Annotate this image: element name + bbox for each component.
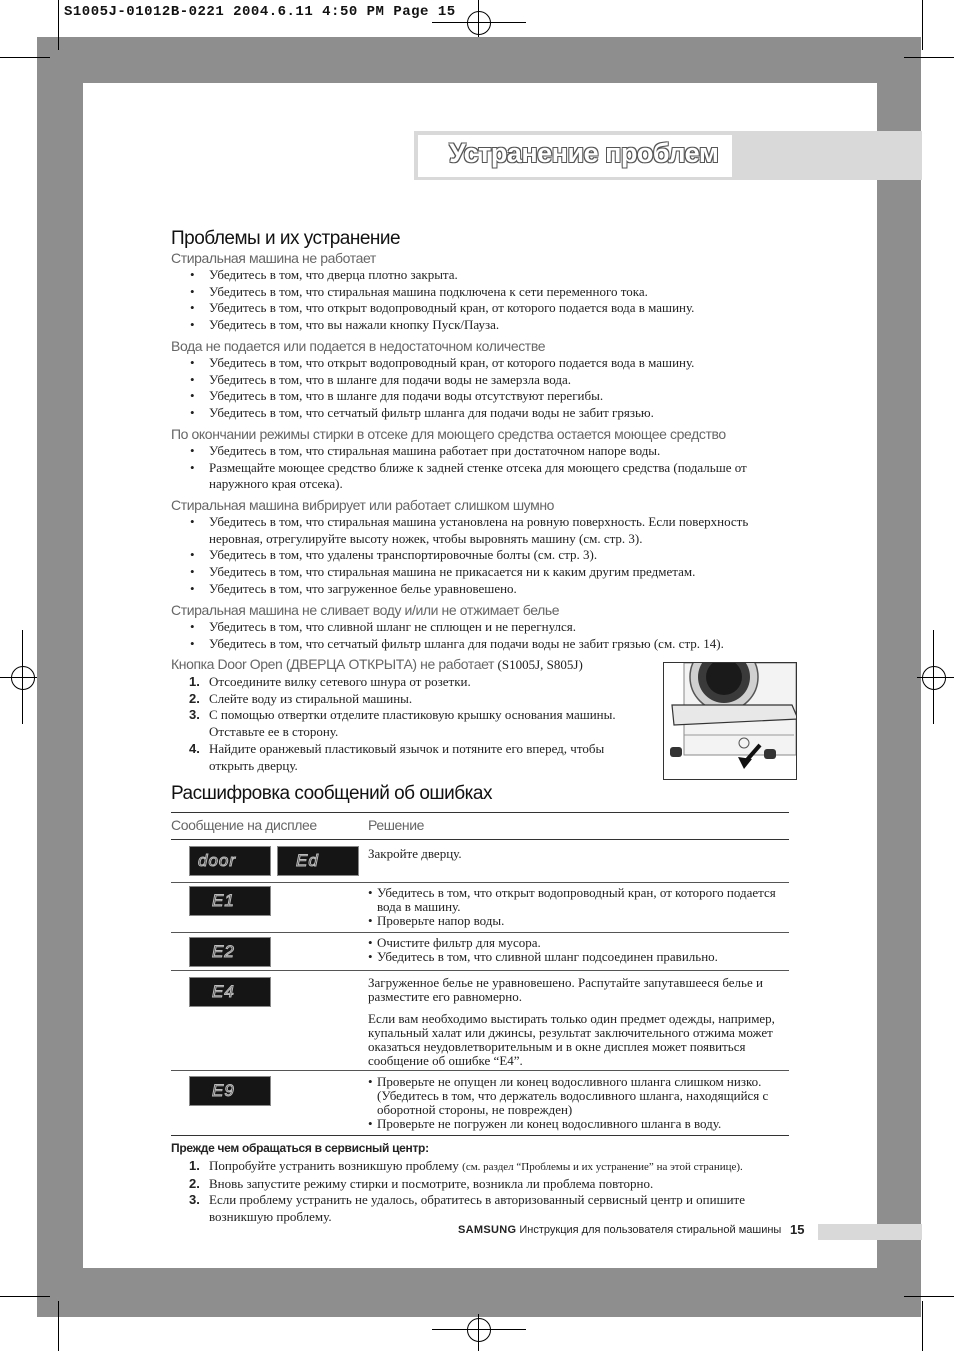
service-heading: Прежде чем обращаться в сервисный центр: xyxy=(171,1141,429,1155)
error-display-door xyxy=(189,846,271,876)
step-text: Вновь запустите режиму стирки и посмотрите, возникла ли проблема повторно. xyxy=(209,1175,654,1191)
crop-mark xyxy=(0,1296,50,1297)
problem-heading-door-button xyxy=(171,656,583,673)
problem-list xyxy=(171,619,791,652)
step-note: (см. раздел “Проблемы и их устранение” на этой странице). xyxy=(462,1161,743,1173)
list-item xyxy=(171,1192,781,1225)
brand-logo: SAMSUNG xyxy=(458,1224,517,1236)
error-code: Ed xyxy=(296,851,319,870)
page-title: Устранение проблем xyxy=(449,138,719,168)
list-item: • Убедитесь в том, что дверца плотно закрыта. xyxy=(171,267,791,284)
print-slug: S1005J-01012B-0221 2004.6.11 4:50 PM Page 15 xyxy=(64,4,456,20)
door-button-heading: Кнопка Door Open (ДВЕРЦА ОТКРЫТА) не работает xyxy=(171,656,495,672)
crop-mark xyxy=(58,1301,59,1351)
list-item: • Убедитесь в том, что стиральная машина работает при достаточном напоре воды. xyxy=(171,443,791,460)
list-item: • Убедитесь в том, что загруженное белье уравновешено. xyxy=(171,581,791,598)
error-solution xyxy=(368,1075,792,1131)
list-item: • Убедитесь в том, что стиральная машина не прикасается ни к каким другим предметам. xyxy=(171,564,791,581)
registration-mark xyxy=(467,11,491,35)
door-steps-list xyxy=(171,674,647,774)
machine-base-illustration xyxy=(663,662,797,780)
list-item xyxy=(171,741,647,774)
table-top-rule xyxy=(171,812,789,813)
step-text: Если проблему устранить не удалось, обратитесь в авторизованный сервисный центр и опишите возникшую проблему. xyxy=(209,1192,745,1225)
error-code: E1 xyxy=(212,891,235,910)
registration-mark xyxy=(922,666,946,690)
error-solution-paragraph: Загруженное белье не уравновешено. Распутайте запутавшееся белье и разместите его равномерно. xyxy=(368,975,763,1004)
list-item: • Убедитесь в том, что стиральная машина установлена на ровную поверхность. Если поверхность неровная, отрегулируйте высоту ножек, чтобы выровнять машину (см. стр. 3). xyxy=(171,514,791,547)
list-item xyxy=(171,691,647,708)
list-item: • Убедитесь в том, что в шланге для подачи воды отсутствуют перегибы. xyxy=(171,388,791,405)
door-button-models: (S1005J, S805J) xyxy=(497,657,583,672)
table-row-rule xyxy=(171,932,789,933)
list-item xyxy=(171,707,647,740)
list-item: • Убедитесь в том, что в шланге для подачи воды не замерзла вода. xyxy=(171,372,791,389)
step-number: 3. xyxy=(189,1192,200,1208)
list-item: • Убедитесь в том, что вы нажали кнопку Пуск/Пауза. xyxy=(171,317,791,334)
problem-list xyxy=(171,443,791,493)
error-solution-paragraph: Если вам необходимо выстирать только один предмет одежды, например, купальный халат или джинсы, результат заключительного отжима может оказаться неудовлетворительным и в окне дисплея может появиться сообщение об ошибке “E4”. xyxy=(368,1011,775,1068)
error-solution: Закройте дверцу. xyxy=(368,846,462,861)
machine-base-drawing xyxy=(664,663,797,780)
column-header-solution: Решение xyxy=(368,817,425,833)
solution-list xyxy=(368,936,788,964)
list-item xyxy=(171,674,647,691)
crop-mark xyxy=(904,1296,954,1297)
step-number: 2. xyxy=(189,1175,200,1191)
section-title-error-codes: Расшифровка сообщений об ошибках xyxy=(171,783,492,804)
problem-heading: Вода не подается или подается в недостаточном количестве xyxy=(171,338,546,354)
crop-mark xyxy=(922,1301,923,1351)
footer-band xyxy=(818,1224,922,1240)
crop-mark xyxy=(58,0,59,50)
list-item: • Убедитесь в том, что открыт водопроводный кран, от которого подается вода в машину. xyxy=(171,300,791,317)
list-item: • Проверьте не погружен ли конец водосливного шланга в воду. xyxy=(368,1117,792,1131)
list-item xyxy=(171,1176,781,1193)
list-item: • Убедитесь в том, что стиральная машина подключена к сети переменного тока. xyxy=(171,284,791,301)
step-text: С помощью отвертки отделите пластиковую крышку основания машины. Отставьте ее в сторону. xyxy=(209,707,616,740)
table-header-rule xyxy=(171,839,789,840)
problem-heading: Стиральная машина не сливает воду и/или не отжимает белье xyxy=(171,602,560,618)
list-item: • Проверьте не опущен ли конец водосливного шланга слишком низко. (Убедитесь в том, что держатель водосливного шланга, находящийся с оборотной стороны, не поврежден) xyxy=(368,1075,792,1117)
problem-list xyxy=(171,267,791,334)
page-number: 15 xyxy=(790,1222,805,1237)
list-item: • Убедитесь в том, что сетчатый фильтр шланга для подачи воды не забит грязью (см. стр. 14). xyxy=(171,636,791,653)
error-display-e9 xyxy=(189,1076,271,1106)
step-text: Попробуйте устранить возникшую проблему xyxy=(209,1158,459,1173)
list-item: • Убедитесь в том, что сливной шланг подсоединен правильно. xyxy=(368,950,788,964)
problem-heading: Стиральная машина вибрирует или работает слишком шумно xyxy=(171,497,555,513)
error-display-e4 xyxy=(189,977,271,1007)
step-text: Слейте воду из стиральной машины. xyxy=(209,690,413,706)
list-item: • Убедитесь в том, что открыт водопроводный кран, от которого подается вода в машину. xyxy=(171,355,791,372)
error-display-ed xyxy=(277,846,359,876)
error-display-e2 xyxy=(189,937,271,967)
column-header-message: Сообщение на дисплее xyxy=(171,817,317,833)
list-item: • Очистите фильтр для мусора. xyxy=(368,936,788,950)
table-bottom-rule xyxy=(171,1135,789,1136)
error-display-e1 xyxy=(189,886,271,916)
registration-mark xyxy=(467,1318,491,1342)
crop-mark xyxy=(0,57,50,58)
step-number: 3. xyxy=(189,707,200,723)
registration-mark xyxy=(11,666,35,690)
solution-list xyxy=(368,886,788,928)
step-text: Найдите оранжевый пластиковый язычок и потяните его вперед, чтобы открыть дверцу. xyxy=(209,740,605,773)
footer-text: Инструкция для пользователя стиральной машины xyxy=(519,1224,782,1236)
list-item: • Убедитесь в том, что удалены транспортировочные болты (см. стр. 3). xyxy=(171,547,791,564)
step-number: 1. xyxy=(189,1158,200,1173)
service-steps-list xyxy=(171,1158,781,1226)
problem-list xyxy=(171,355,791,422)
step-text: Отсоедините вилку сетевого шнура от розетки. xyxy=(209,674,471,689)
problem-heading: Стиральная машина не работает xyxy=(171,250,376,266)
crop-mark xyxy=(904,57,954,58)
list-item: • Убедитесь в том, что сетчатый фильтр шланга для подачи воды не забит грязью. xyxy=(171,405,791,422)
list-item: • Размещайте моющее средство ближе к задней стенке отсека для моющего средства (подальше от наружного края отсека). xyxy=(171,460,791,493)
error-code: E4 xyxy=(212,982,235,1001)
table-row-rule xyxy=(171,1070,789,1071)
table-row-rule xyxy=(171,970,789,971)
list-item: • Проверьте напор воды. xyxy=(368,914,788,928)
problem-list xyxy=(171,514,791,598)
error-solution xyxy=(368,936,788,964)
list-item xyxy=(171,1158,781,1176)
footer-caption xyxy=(458,1224,781,1236)
step-number: 1. xyxy=(189,674,200,689)
error-code: E9 xyxy=(212,1081,235,1100)
problem-heading: По окончании режимы стирки в отсеке для моющего средства остается моющее средство xyxy=(171,426,726,442)
list-item: • Убедитесь в том, что открыт водопроводный кран, от которого подается вода в машину. xyxy=(368,886,788,914)
error-solution xyxy=(368,886,788,928)
list-item: • Убедитесь в том, что сливной шланг не сплющен и не перегнулся. xyxy=(171,619,791,636)
error-code: E2 xyxy=(212,942,235,961)
section-title-troubleshooting: Проблемы и их устранение xyxy=(171,228,401,249)
crop-mark xyxy=(922,0,923,50)
error-code: door xyxy=(198,851,237,870)
table-row-rule xyxy=(171,882,789,883)
step-number: 4. xyxy=(189,740,200,756)
step-number: 2. xyxy=(189,690,200,706)
solution-list xyxy=(368,1075,792,1131)
